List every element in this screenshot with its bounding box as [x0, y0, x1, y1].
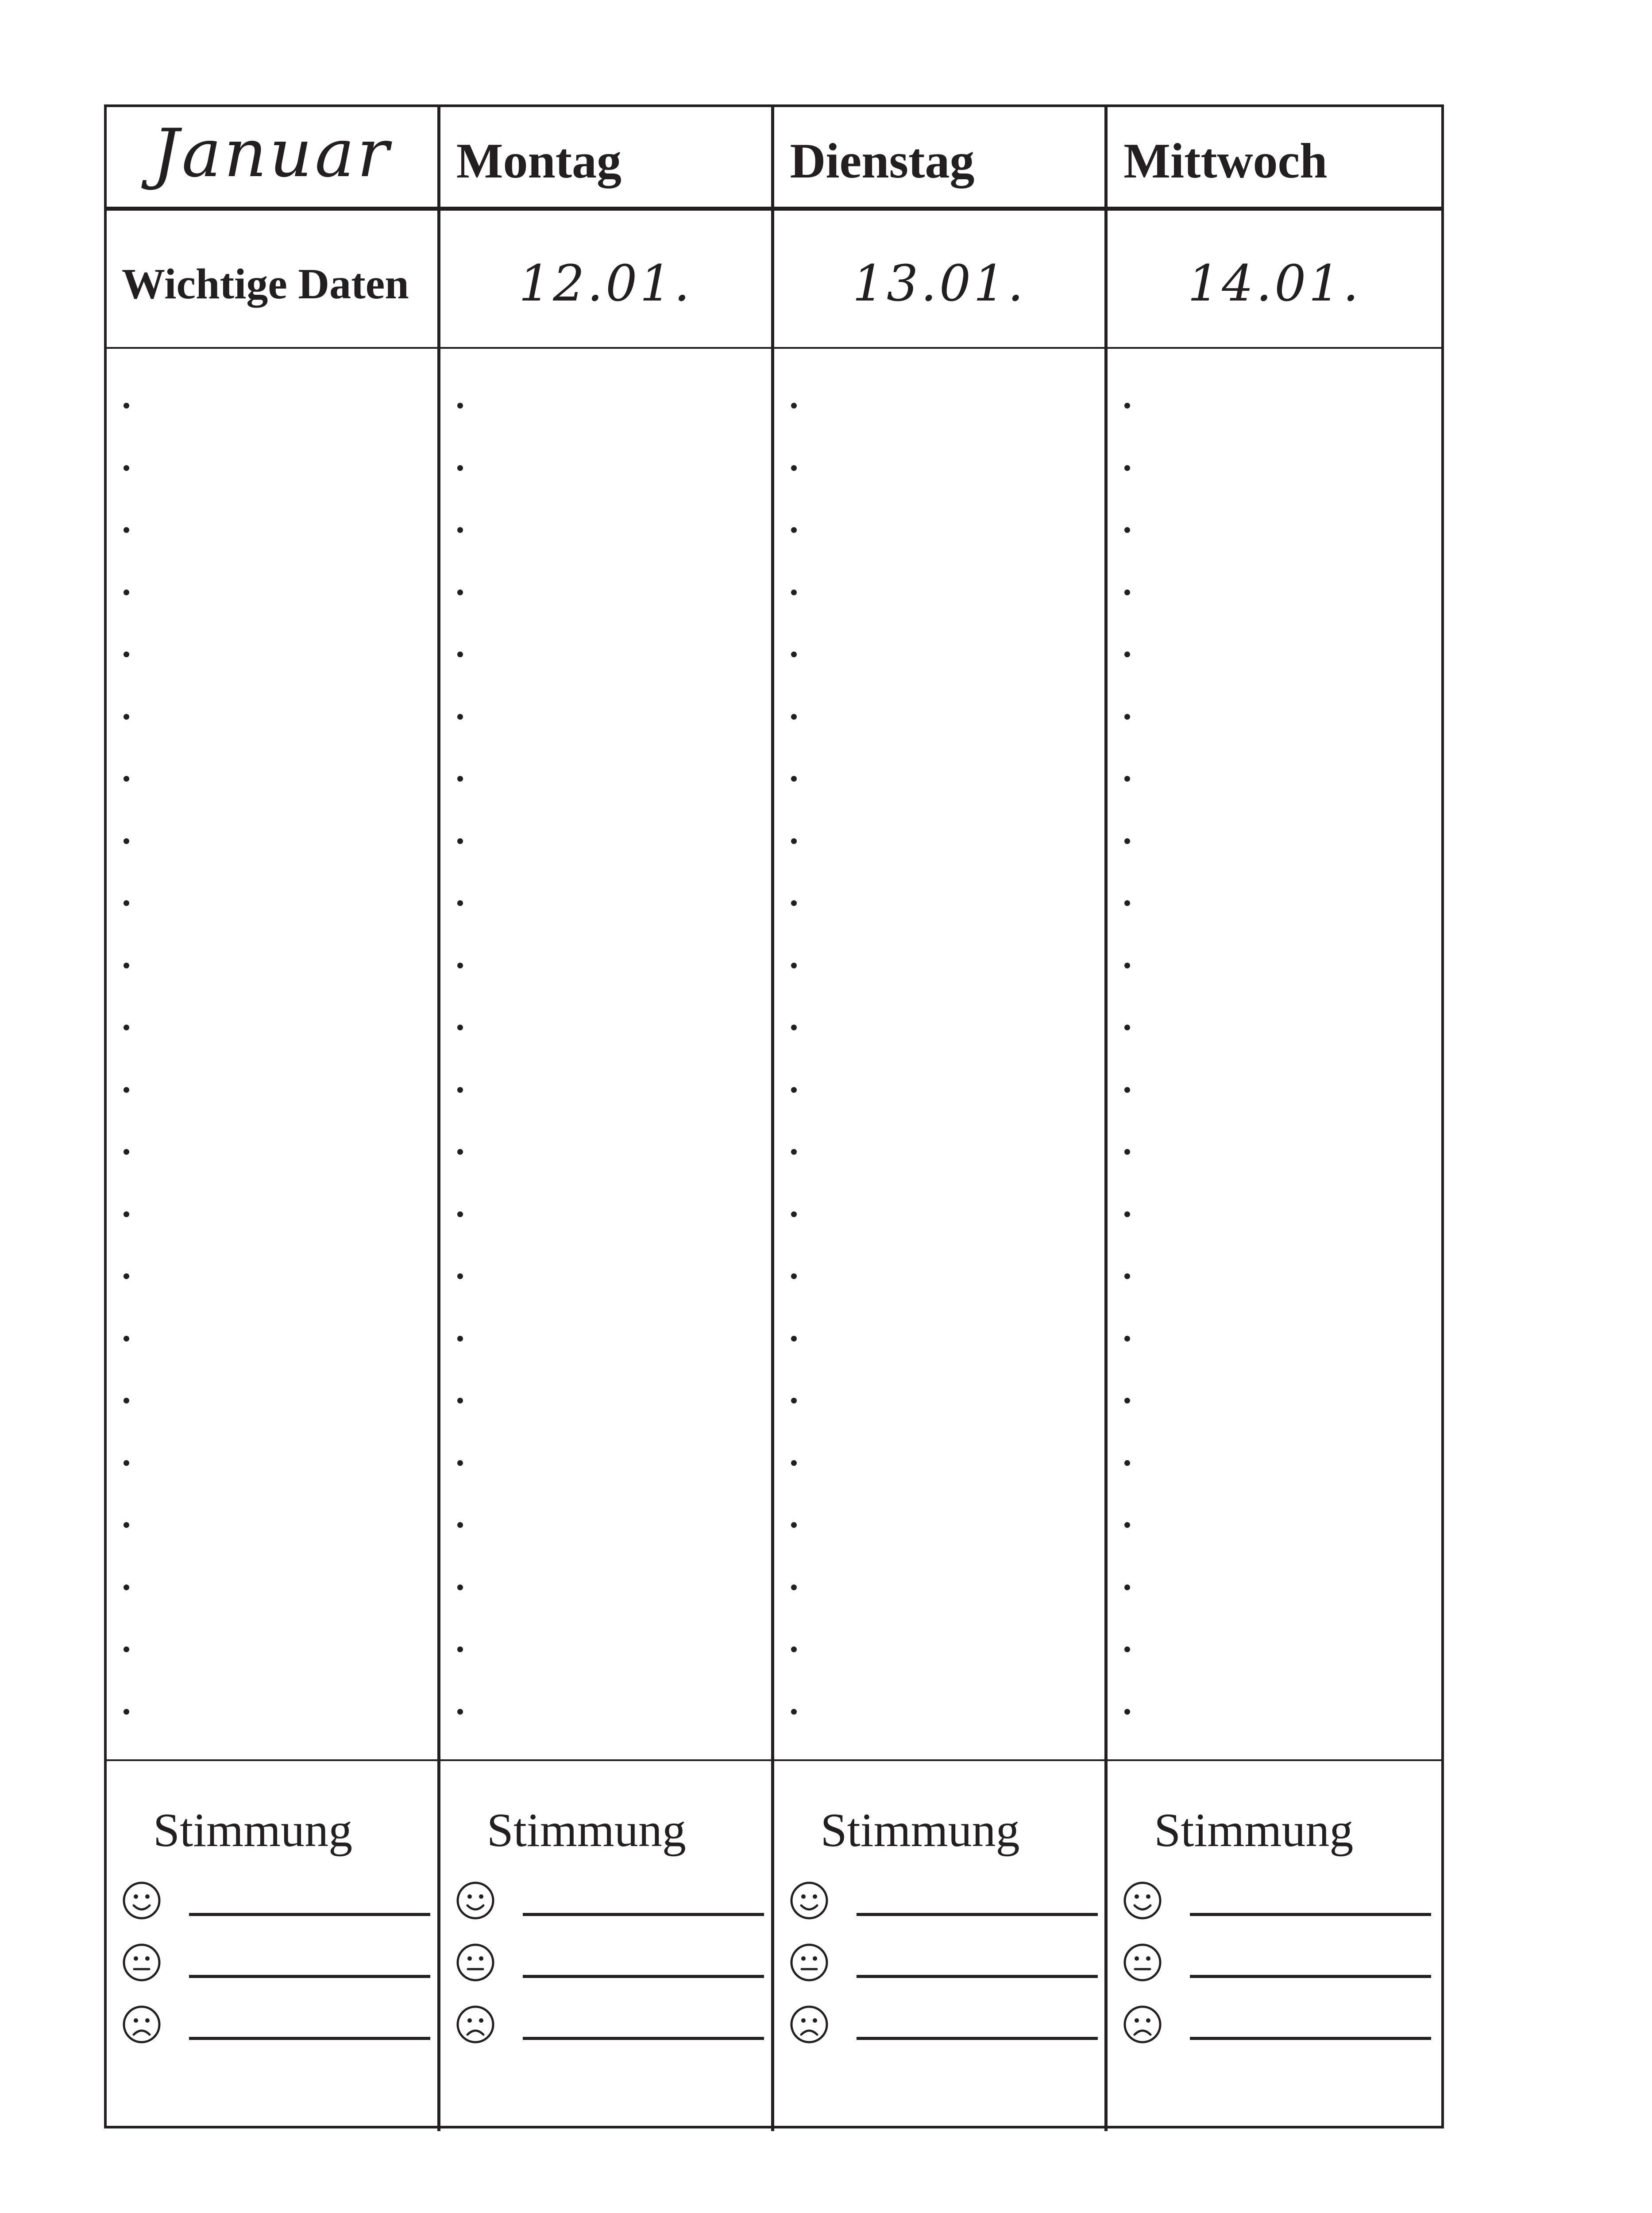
bullet-dot: [457, 1460, 463, 1466]
bullet-dot: [1124, 1709, 1130, 1715]
mood-rows: [455, 1870, 764, 2055]
mood-write-line[interactable]: [1190, 1974, 1431, 1978]
day-header-cell: [1108, 107, 1441, 211]
mood-cell: [107, 1761, 440, 2131]
bullet-dot: [124, 1522, 129, 1528]
bullet-dot: [1124, 403, 1130, 409]
mood-write-line[interactable]: [523, 2036, 764, 2040]
mood-write-line[interactable]: [857, 1912, 1098, 1916]
mood-row: [1123, 1870, 1431, 1932]
mood-row: [789, 1870, 1098, 1932]
day-name: Dienstag: [790, 134, 975, 189]
bullet-dot: [1124, 652, 1130, 657]
mood-write-line[interactable]: [523, 1974, 764, 1978]
bullet-dot: [457, 900, 463, 906]
smiley-happy-icon: [1123, 1881, 1162, 1920]
bullet-dot: [124, 1025, 129, 1030]
bullet-dot: [791, 465, 797, 471]
bullet-dot: [124, 1709, 129, 1715]
bullet-dot: [457, 963, 463, 968]
bullet-dot: [791, 1709, 797, 1715]
month-title: Januar: [152, 115, 392, 192]
bullet-dot: [1124, 1646, 1130, 1652]
bullet-dot: [1124, 590, 1130, 595]
mood-title: Stimmung: [486, 1804, 686, 1857]
bullet-dot: [457, 465, 463, 471]
bullet-dot: [1124, 527, 1130, 533]
bullet-dot: [791, 963, 797, 968]
bullet-dot: [457, 1149, 463, 1155]
bullet-dot: [124, 1460, 129, 1466]
smiley-neutral-icon: [1123, 1943, 1162, 1982]
notes-column[interactable]: [440, 349, 774, 1761]
smiley-happy-icon: [455, 1881, 495, 1920]
date-label: 12.01.: [519, 255, 693, 312]
day-header-cell: [440, 107, 774, 211]
mood-title: Stimmung: [1154, 1804, 1354, 1857]
bullet-dot: [791, 838, 797, 844]
bullet-dot: [1124, 714, 1130, 720]
bullet-dot: [457, 1585, 463, 1590]
day-header-cell: [774, 107, 1108, 211]
bullet-dot: [791, 1149, 797, 1155]
mood-row: [455, 1932, 764, 1993]
bullet-dot: [457, 1398, 463, 1403]
bullet-dot: [457, 403, 463, 409]
smiley-neutral-icon: [789, 1943, 829, 1982]
smiley-happy-icon: [122, 1881, 162, 1920]
mood-row: [1123, 1993, 1431, 2055]
mood-cell: [1108, 1761, 1441, 2131]
bullet-dot: [124, 403, 129, 409]
bullet-dot: [457, 838, 463, 844]
bullet-dot: [1124, 776, 1130, 782]
bullet-dot: [457, 1087, 463, 1093]
notes-column[interactable]: [1108, 349, 1441, 1761]
mood-row: [455, 1993, 764, 2055]
mood-title: Stimmung: [820, 1804, 1020, 1857]
bullet-dot: [1124, 838, 1130, 844]
mood-write-line[interactable]: [857, 2036, 1098, 2040]
bullet-dot: [124, 776, 129, 782]
bullet-dot: [457, 1273, 463, 1279]
bullet-dot: [124, 963, 129, 968]
bullet-dot: [1124, 900, 1130, 906]
important-dates-label-cell: [107, 211, 440, 349]
dot-list: [457, 403, 463, 1771]
smiley-sad-icon: [789, 2005, 829, 2044]
bullet-dot: [1124, 1336, 1130, 1342]
mood-write-line[interactable]: [857, 1974, 1098, 1978]
mood-cell: [774, 1761, 1108, 2131]
mood-write-line[interactable]: [189, 1974, 430, 1978]
bullet-dot: [791, 776, 797, 782]
mood-write-line[interactable]: [189, 2036, 430, 2040]
bullet-dot: [124, 1336, 129, 1342]
mood-title: Stimmung: [153, 1804, 353, 1857]
dot-list: [124, 403, 129, 1771]
mood-write-line[interactable]: [523, 1912, 764, 1916]
bullet-dot: [791, 1460, 797, 1466]
bullet-dot: [124, 527, 129, 533]
bullet-dot: [124, 714, 129, 720]
bullet-dot: [1124, 1149, 1130, 1155]
day-name: Mittwoch: [1123, 134, 1328, 189]
bullet-dot: [457, 1709, 463, 1715]
bullet-dot: [457, 590, 463, 595]
bullet-dot: [791, 1646, 797, 1652]
bullet-dot: [791, 403, 797, 409]
bullet-dot: [1124, 1273, 1130, 1279]
mood-row: [122, 1932, 430, 1993]
bullet-dot: [457, 1646, 463, 1652]
bullet-dot: [124, 1398, 129, 1403]
day-name: Montag: [456, 134, 622, 189]
bullet-dot: [457, 714, 463, 720]
bullet-dot: [1124, 1025, 1130, 1030]
bullet-dot: [791, 1273, 797, 1279]
bullet-dot: [457, 652, 463, 657]
dot-list: [791, 403, 797, 1771]
date-label: 14.01.: [1188, 255, 1362, 312]
bullet-dot: [124, 1646, 129, 1652]
important-dates-label: Wichtige Daten: [122, 260, 409, 308]
bullet-dot: [457, 1336, 463, 1342]
bullet-dot: [1124, 963, 1130, 968]
bullet-dot: [124, 1585, 129, 1590]
bullet-dot: [791, 1522, 797, 1528]
mood-rows: [789, 1870, 1098, 2055]
bullet-dot: [1124, 1211, 1130, 1217]
smiley-sad-icon: [1123, 2005, 1162, 2044]
bullet-dot: [124, 1087, 129, 1093]
mood-rows: [1123, 1870, 1431, 2055]
bullet-dot: [791, 652, 797, 657]
bullet-dot: [457, 1522, 463, 1528]
bullet-dot: [1124, 1460, 1130, 1466]
mood-rows: [122, 1870, 430, 2055]
bullet-dot: [791, 714, 797, 720]
mood-row: [122, 1870, 430, 1932]
bullet-dot: [1124, 1522, 1130, 1528]
bullet-dot: [124, 900, 129, 906]
smiley-neutral-icon: [122, 1943, 162, 1982]
mood-write-line[interactable]: [1190, 1912, 1431, 1916]
bullet-dot: [124, 838, 129, 844]
mood-row: [455, 1870, 764, 1932]
dot-list: [1124, 403, 1130, 1771]
month-header-cell: [107, 107, 440, 211]
bullet-dot: [1124, 465, 1130, 471]
bullet-dot: [1124, 1398, 1130, 1403]
mood-row: [122, 1993, 430, 2055]
bullet-dot: [791, 1336, 797, 1342]
bullet-dot: [791, 1211, 797, 1217]
bullet-dot: [124, 1273, 129, 1279]
bullet-dot: [124, 1211, 129, 1217]
bullet-dot: [457, 776, 463, 782]
smiley-happy-icon: [789, 1881, 829, 1920]
smiley-neutral-icon: [455, 1943, 495, 1982]
date-label: 13.01.: [852, 255, 1026, 312]
bullet-dot: [791, 900, 797, 906]
mood-write-line[interactable]: [189, 1912, 430, 1916]
notes-column[interactable]: [107, 349, 440, 1761]
mood-row: [1123, 1932, 1431, 1993]
mood-cell: [440, 1761, 774, 2131]
bullet-dot: [457, 1025, 463, 1030]
smiley-sad-icon: [455, 2005, 495, 2044]
bullet-dot: [457, 1211, 463, 1217]
bullet-dot: [457, 527, 463, 533]
bullet-dot: [791, 590, 797, 595]
bullet-dot: [124, 1149, 129, 1155]
bullet-dot: [1124, 1087, 1130, 1093]
bullet-dot: [1124, 1585, 1130, 1590]
bullet-dot: [124, 590, 129, 595]
mood-write-line[interactable]: [1190, 2036, 1431, 2040]
bullet-dot: [791, 1585, 797, 1590]
bullet-dot: [791, 1398, 797, 1403]
date-cell: [1108, 211, 1441, 349]
weekly-planner-table: [104, 104, 1444, 2128]
mood-row: [789, 1932, 1098, 1993]
bullet-dot: [124, 652, 129, 657]
bullet-dot: [791, 1087, 797, 1093]
mood-row: [789, 1993, 1098, 2055]
smiley-sad-icon: [122, 2005, 162, 2044]
date-cell: [774, 211, 1108, 349]
bullet-dot: [791, 527, 797, 533]
bullet-dot: [791, 1025, 797, 1030]
notes-column[interactable]: [774, 349, 1108, 1761]
date-cell: [440, 211, 774, 349]
bullet-dot: [124, 465, 129, 471]
